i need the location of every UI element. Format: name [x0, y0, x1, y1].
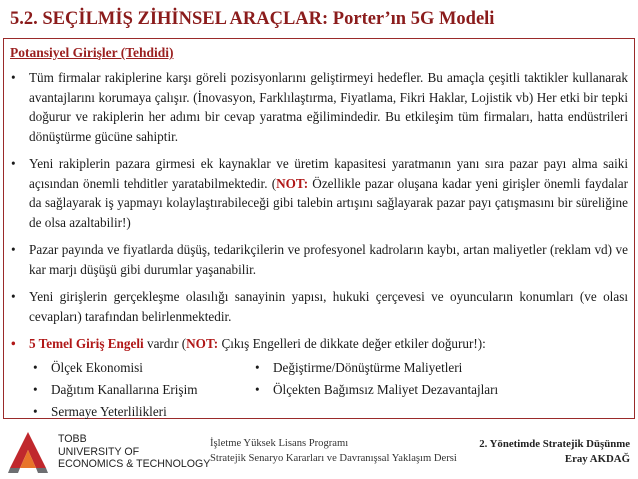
- bullet-icon: •: [255, 359, 260, 375]
- bullet-icon: •: [255, 381, 260, 397]
- slide-title: 5.2. SEÇİLMİŞ ZİHİNSEL ARAÇLAR: Porter’ın 5G Modeli: [10, 9, 495, 29]
- bullet-icon: •: [33, 381, 38, 397]
- logo-line: UNIVERSITY OF: [58, 445, 140, 458]
- sub-bullet-text: Sermaye Yeterlilikleri: [51, 403, 167, 419]
- bullet-item: [10, 154, 628, 232]
- sub-bullet-item: [29, 402, 167, 422]
- logo-text: [58, 433, 210, 471]
- sub-bullet-list: [29, 358, 619, 424]
- bullet-item: [10, 334, 628, 354]
- bullet-icon: •: [11, 156, 16, 171]
- sub-bullet-text: Değiştirme/Dönüştürme Maliyetleri: [273, 359, 463, 375]
- bullet-icon: •: [11, 336, 16, 351]
- bullet-icon: •: [33, 403, 38, 419]
- university-logo: [6, 430, 211, 474]
- bullet-list: [10, 68, 628, 424]
- bullet-text: Özellikle pazar oluşana kadar yeni girişler önemli faydalar da sağlayarak iş yapmayı kolaylaştırabileceği gibi talebin artışını sağlayarak pazar payı çatışmasını bir süreliğine de olsa azaltabilir!): [29, 175, 628, 230]
- sub-bullet-text: Ölçekten Bağımsız Maliyet Dezavantajları: [273, 381, 499, 397]
- sub-bullet-text: Dağıtım Kanallarına Erişim: [51, 381, 198, 397]
- bullet-icon: •: [11, 289, 16, 304]
- bullet-text: vardır (: [143, 336, 187, 351]
- section-heading: Potansiyel Girişler (Tehdidi): [10, 45, 174, 60]
- bullet-item: [10, 287, 628, 326]
- sub-bullet-item: [251, 358, 462, 378]
- sub-bullet-item: [29, 358, 143, 378]
- bullet-icon: •: [11, 242, 16, 257]
- lecture-info: [479, 437, 630, 466]
- course-name: Stratejik Senaryo Kararları ve Davranışsal Yaklaşım Dersi: [210, 452, 457, 464]
- highlight-text: 5 Temel Giriş Engeli: [29, 336, 144, 351]
- note-label: NOT:: [186, 336, 219, 351]
- content-box: [3, 38, 635, 419]
- logo-line: ECONOMICS & TECHNOLOGY: [58, 458, 211, 470]
- bullet-icon: •: [33, 359, 38, 375]
- course-info: [210, 437, 457, 466]
- bullet-item: [10, 240, 628, 279]
- bullet-text: Pazar payında ve fiyatlarda düşüş, tedarikçilerin ve profesyonel kadroların kaybı, artan maliyetler (reklam vd) ve kar marjı düşüşü gibi durumlar yaşanabilir.: [29, 242, 628, 277]
- bullet-text: Yeni rakiplerin pazara girmesi ek kaynaklar ve üretim kapasitesi yaratmanın yanı sıra pazar payı alma saiki açısından önemli tehditler yaratabilmektedir. (: [29, 156, 628, 191]
- bullet-text: Yeni girişlerin gerçekleşme olasılığı sanayinin yapısı, hukuki çerçevesi ve oyuncuların konumları (ve olası cevapları) tarafından belirlenmektedir.: [29, 289, 628, 324]
- university-logo-icon: [6, 430, 50, 474]
- bullet-text: Tüm firmalar rakiplerine karşı göreli pozisyonlarını geliştirmeyi hedefler. Bu amaçla çeşitli taktikler kullanarak avantajlarını korumaya çalışır. (İnovasyon, Farklılaştırma, Fiyatlama, Fikri Haklar, Lojistik vb) Her etki bir tepki doğurur ve rakiplerin her adımı bir cevap yaratma eğilimindedir. Bu etkileşim tüm firmaları, hatta endüstrileri dönüştürme gücüne sahiptir.: [29, 70, 628, 144]
- author-name: Eray AKDAĞ: [564, 452, 630, 465]
- bullet-text: Çıkış Engelleri de dikkate değer etkiler doğurur!):: [218, 336, 486, 351]
- sub-bullet-item: [251, 380, 498, 400]
- logo-line: TOBB: [58, 433, 87, 445]
- program-name: İşletme Yüksek Lisans Programı: [210, 438, 349, 449]
- note-label: NOT:: [276, 175, 309, 191]
- bullet-item: [10, 68, 628, 146]
- title-bar: [0, 0, 638, 36]
- footer: [0, 422, 638, 479]
- bullet-icon: •: [11, 70, 16, 85]
- sub-bullet-item: [29, 380, 198, 400]
- sub-bullet-text: Ölçek Ekonomisi: [51, 359, 143, 375]
- lecture-title: 2. Yönetimde Stratejik Düşünme: [479, 438, 630, 450]
